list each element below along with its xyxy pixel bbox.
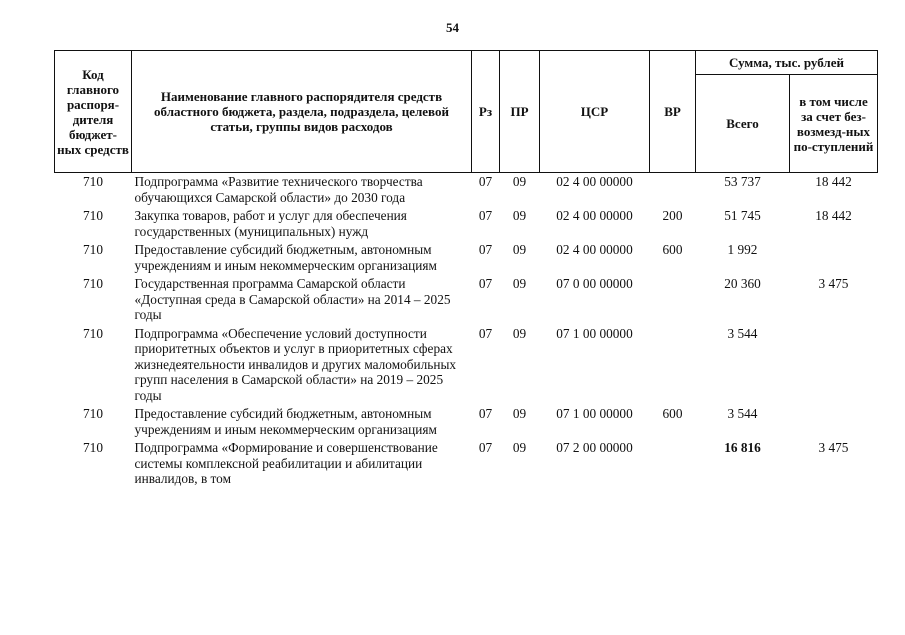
cell-name: Подпрограмма «Развитие технического творчества обучающихся Самарской области» до 2030 года — [134, 174, 423, 205]
table-row — [55, 439, 878, 489]
header-incl: в том числе за счет без-возмезд-ных по-ступлений — [790, 75, 878, 173]
cell-name: Предоставление субсидий бюджетным, автономным учреждениям и иным некоммерческим организациям — [134, 406, 437, 437]
cell-incl — [790, 405, 878, 439]
cell-csr: 07 0 00 00000 — [556, 276, 633, 291]
cell-vr — [650, 275, 696, 325]
header-name: Наименование главного распорядителя средств областного бюджета, раздела, подраздела, целевой статьи, группы видов расходов — [132, 51, 472, 173]
header-pr: ПР — [500, 51, 540, 173]
cell-code: 710 — [83, 208, 103, 223]
cell-incl — [790, 325, 878, 406]
table-row — [55, 325, 878, 406]
header-total: Всего — [696, 75, 790, 173]
cell-incl — [790, 241, 878, 275]
cell-rz: 07 — [478, 325, 493, 341]
cell-total: 20 360 — [724, 276, 761, 291]
cell-rz: 07 — [478, 242, 493, 257]
header-sum: Сумма, тыс. рублей — [696, 51, 878, 75]
budget-table — [54, 50, 878, 489]
cell-vr: 600 — [662, 242, 683, 257]
cell-name: Закупка товаров, работ и услуг для обеспечения государственных (муниципальных) нужд — [134, 208, 407, 239]
cell-pr: 09 — [512, 242, 527, 257]
cell-vr — [650, 439, 696, 489]
table-row — [55, 207, 878, 241]
cell-incl: 3 475 — [818, 276, 849, 291]
cell-pr: 09 — [512, 440, 527, 455]
cell-rz: 07 — [478, 440, 493, 455]
cell-csr: 02 4 00 00000 — [556, 174, 633, 189]
cell-pr: 09 — [512, 406, 527, 421]
header-code: Код главного распоря-дителя бюджет-ных средств — [55, 51, 132, 173]
cell-vr: 200 — [662, 208, 683, 223]
table-row — [55, 405, 878, 439]
cell-vr: 600 — [662, 406, 683, 421]
cell-csr: 07 1 00 00000 — [556, 325, 633, 341]
cell-rz: 07 — [478, 208, 493, 223]
cell-total: 3 544 — [727, 406, 758, 421]
header-rz: Рз — [472, 51, 500, 173]
cell-incl: 3 475 — [818, 440, 849, 455]
cell-csr: 07 2 00 00000 — [556, 440, 633, 455]
table-row — [55, 241, 878, 275]
cell-code: 710 — [83, 242, 103, 257]
cell-code: 710 — [83, 325, 103, 341]
cell-incl: 18 442 — [815, 208, 852, 223]
cell-total: 16 816 — [724, 440, 761, 455]
table-row — [55, 173, 878, 208]
header-csr: ЦСР — [540, 51, 650, 173]
cell-name: Подпрограмма «Обеспечение условий доступности приоритетных объектов и услуг в приоритетных сферах жизнедеятельности инвалидов и других маломобильных групп населения в Самарской области» на 2019 – 2025 годы — [134, 325, 457, 403]
cell-rz: 07 — [478, 174, 493, 189]
cell-total: 53 737 — [724, 174, 761, 189]
cell-name: Предоставление субсидий бюджетным, автономным учреждениям и иным некоммерческим организациям — [134, 242, 437, 273]
table-row — [55, 275, 878, 325]
page-number: 54 — [446, 20, 459, 35]
cell-vr — [650, 325, 696, 406]
cell-pr: 09 — [512, 174, 527, 189]
cell-code: 710 — [83, 406, 103, 421]
cell-pr: 09 — [512, 276, 527, 291]
cell-total: 1 992 — [727, 242, 758, 257]
cell-name: Подпрограмма «Формирование и совершенствование системы комплексной реабилитации и абилитации инвалидов, в том — [134, 440, 438, 486]
cell-name: Государственная программа Самарской области «Доступная среда в Самарской области» на 2014 – 2025 годы — [134, 276, 451, 322]
cell-rz: 07 — [478, 406, 493, 421]
cell-pr: 09 — [512, 208, 527, 223]
cell-total: 51 745 — [724, 208, 761, 223]
cell-rz: 07 — [478, 276, 493, 291]
cell-code: 710 — [83, 276, 103, 291]
cell-vr — [650, 173, 696, 208]
header-vr: ВР — [650, 51, 696, 173]
cell-csr: 02 4 00 00000 — [556, 242, 633, 257]
cell-csr: 02 4 00 00000 — [556, 208, 633, 223]
cell-total: 3 544 — [727, 325, 758, 341]
cell-csr: 07 1 00 00000 — [556, 406, 633, 421]
cell-code: 710 — [83, 174, 103, 189]
cell-code: 710 — [83, 440, 103, 455]
cell-pr: 09 — [512, 325, 527, 341]
cell-incl: 18 442 — [815, 174, 852, 189]
